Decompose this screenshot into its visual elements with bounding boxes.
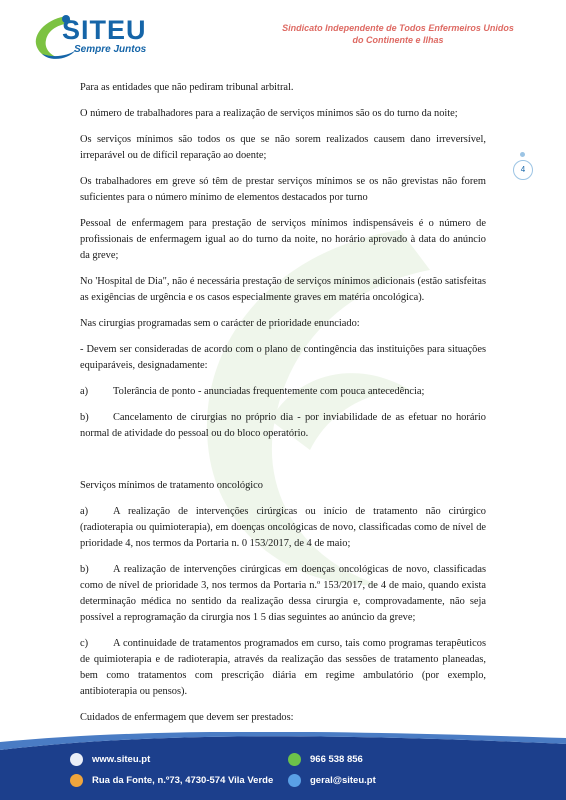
phone-icon (288, 753, 301, 766)
list-item (80, 410, 486, 442)
list-item (80, 384, 486, 400)
paragraph: No 'Hospital de Dia", não é necessária prestação de serviços mínimos adicionais (estão satisfeitas as exigências de urgência e os casos especialmente graves em matéria oncológica). (80, 276, 486, 303)
list-item-label: b) (80, 564, 89, 575)
list-item (80, 562, 486, 626)
location-pin-icon (70, 774, 83, 787)
list-item-text: Cancelamento de cirurgias no próprio dia - por inviabilidade de as efetuar no horário normal de atividade do pessoal ou do bloco operatório. (80, 412, 486, 439)
footer-email[interactable]: geral@siteu.pt (310, 775, 376, 786)
paragraph: Os serviços mínimos são todos os que se não sorem realizados causem dano irreversível, irreparável ou de difícil reparação ao doente; (80, 134, 486, 161)
paragraph: - Devem ser consideradas de acordo com o plano de contingência das instituições para situações equiparáveis, designadamente: (80, 344, 486, 371)
list-item (80, 636, 486, 700)
list-item-label: a) (80, 386, 89, 397)
section-heading: Serviços mínimos de tratamento oncológico (80, 480, 263, 491)
list-item-label: b) (80, 412, 89, 423)
document-body (80, 80, 486, 736)
list-item (80, 504, 486, 552)
globe-icon (70, 753, 83, 766)
logo-title: SITEU (62, 15, 147, 45)
page-header (0, 0, 566, 72)
email-icon (288, 774, 301, 787)
list-item-text: A realização de intervenções cirúrgicas em doenças oncológicas de novo, classificadas como de nível de prioridade 3, nos termos da Portaria n.º 153/2017, de 4 de maio, quando exista determinação médica no sentido da realização dessa cirurgia e, comprovadamente, não seja possível a reprogramação da cirurgia nos 1 5 dias seguintes ao anúncio da greve; (80, 564, 486, 623)
paragraph: Os trabalhadores em greve só têm de prestar serviços mínimos se os não grevistas não forem suficientes para o número mínimo de elementos destacados por turno (80, 176, 486, 203)
footer-address: Rua da Fonte, n.º73, 4730-574 Vila Verde (92, 775, 274, 786)
list-item-text: A continuidade de tratamentos programados em curso, tais como programas terapêuticos de quimioterapia e de radioterapia, através da realização das sessões de tratamento planeadas, bem como tratamentos com prescrição diária em regime ambulatório (por exemplo, antibioterapia ou pensos). (80, 638, 486, 697)
paragraph: O número de trabalhadores para a realização de serviços mínimos são os do turno da noite; (80, 108, 458, 119)
footer-website[interactable]: www.siteu.pt (92, 754, 151, 765)
siteu-logo (28, 10, 198, 62)
paragraph: Cuidados de enfermagem que devem ser prestados: (80, 712, 294, 723)
section-gap (80, 452, 486, 478)
org-name-line-1: Sindicato Independente de Todos Enfermeiros Unidos (282, 23, 514, 33)
organization-name (258, 22, 538, 46)
page-footer (0, 732, 566, 800)
page-number-decoration (520, 152, 525, 157)
logo-slogan: Sempre Juntos (74, 44, 147, 55)
list-item-text: A realização de intervenções cirúrgicas ou início de tratamento não cirúrgico (radioterapia ou quimioterapia), em doenças oncológicas de novo, classificadas como de nível de prioridade 4, nos termos da Portaria n. 0 153/2017, de 4 de maio; (80, 506, 486, 549)
paragraph: Para as entidades que não pediram tribunal arbitral. (80, 82, 294, 93)
org-name-line-2: do Continente e Ilhas (352, 35, 444, 45)
list-item-text: Tolerância de ponto - anunciadas frequentemente com pouca antecedência; (113, 386, 425, 397)
page-number: 4 (513, 160, 533, 180)
list-item-label: a) (80, 506, 89, 517)
footer-wave-background (0, 732, 566, 800)
paragraph: Pessoal de enfermagem para prestação de serviços mínimos indispensáveis é o número de profissionais de enfermagem igual ao do turno da noite, no horário aprovado à data do anúncio da greve; (80, 218, 486, 261)
footer-phone[interactable]: 966 538 856 (310, 754, 363, 765)
paragraph: Nas cirurgias programadas sem o carácter de prioridade enunciado: (80, 318, 360, 329)
list-item-label: c) (80, 638, 89, 649)
